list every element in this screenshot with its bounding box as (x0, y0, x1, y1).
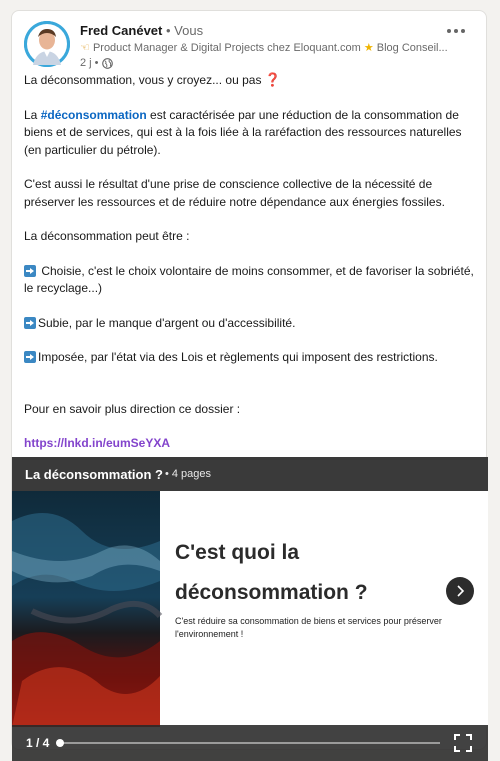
page-indicator: 1 / 4 (26, 736, 50, 750)
dot-icon (454, 29, 458, 33)
avatar-photo (24, 21, 70, 67)
document-carousel (12, 457, 488, 750)
author-line (80, 23, 203, 38)
right-arrow-icon (24, 351, 36, 363)
question-mark-icon: ❓ (264, 72, 281, 87)
paragraph-2: C'est aussi le résultat d'une prise de conscience collective de la nécessité de préserver les ressources et de réduire notre dépendance aux énergies fossiles. (24, 177, 445, 209)
item3-text: Imposée, par l'état via des Lois et règlements qui imposent des restrictions. (38, 350, 438, 364)
author-name[interactable]: Fred Canévet (80, 23, 163, 38)
item2-text: Subie, par le manque d'argent ou d'accessibilité. (38, 315, 296, 330)
pointing-hand-icon: ☜ (80, 42, 90, 54)
slide-abstract-image (12, 491, 160, 727)
right-arrow-icon (24, 317, 36, 329)
progress-knob[interactable] (56, 739, 64, 747)
p1-prefix: La (24, 107, 41, 122)
paragraph-link (24, 435, 474, 453)
dot-icon (461, 29, 465, 33)
globe-icon (102, 58, 113, 69)
post-body (24, 71, 474, 470)
list-item-3 (24, 349, 474, 367)
author-degree: • Vous (162, 23, 204, 38)
more-options-button[interactable] (442, 21, 470, 41)
next-page-button[interactable] (446, 577, 474, 605)
fullscreen-icon (454, 734, 472, 752)
post-intro (24, 71, 474, 90)
document-title-bar (12, 457, 488, 491)
slide-heading: C'est quoi la déconsommation ? (175, 541, 368, 604)
post-meta (80, 57, 113, 69)
fullscreen-button[interactable] (454, 734, 472, 752)
post-time: 2 j • (80, 57, 99, 69)
post-card (11, 10, 487, 750)
p1-rest: est caractérisée par une réduction de la consommation de biens et de services, qui est à la fois liée à la raréfaction des ressources naturelles (en particulier du pétrole). (24, 107, 462, 157)
document-title: La déconsommation ? (25, 466, 163, 482)
document-slide[interactable] (12, 491, 488, 750)
chevron-right-icon (455, 585, 465, 597)
page-progress-slider[interactable] (60, 742, 440, 744)
author-avatar[interactable] (24, 21, 70, 67)
author-headline (80, 41, 448, 54)
dossier-link[interactable]: https://lnkd.in/eumSeYXA (24, 436, 171, 450)
document-controls (12, 725, 488, 761)
paragraph-4: Pour en savoir plus direction ce dossier : (24, 401, 241, 416)
dot-icon (447, 29, 451, 33)
document-page-count: • 4 pages (164, 468, 212, 480)
headline-text: Product Manager & Digital Projects chez Eloquant.com (92, 42, 361, 54)
item1-text: Choisie, c'est le choix volontaire de moins consommer, et de favoriser la sobriété, le recyclage...) (24, 263, 474, 295)
headline-suffix: Blog Conseil... (373, 42, 448, 54)
list-item-2 (24, 315, 474, 333)
hashtag-link[interactable]: #déconsommation (40, 107, 147, 122)
star-icon: ★ (363, 42, 374, 54)
intro-text: La déconsommation, vous y croyez... ou pas (24, 73, 262, 87)
slide-subtitle: C'est réduire sa consommation de biens et services pour préserver l'environnement ! (175, 616, 442, 639)
list-item-1 (24, 263, 474, 298)
paragraph-1 (24, 107, 474, 160)
post-header (24, 19, 474, 69)
paragraph-3: La déconsommation peut être : (24, 229, 190, 243)
right-arrow-icon (24, 265, 36, 277)
